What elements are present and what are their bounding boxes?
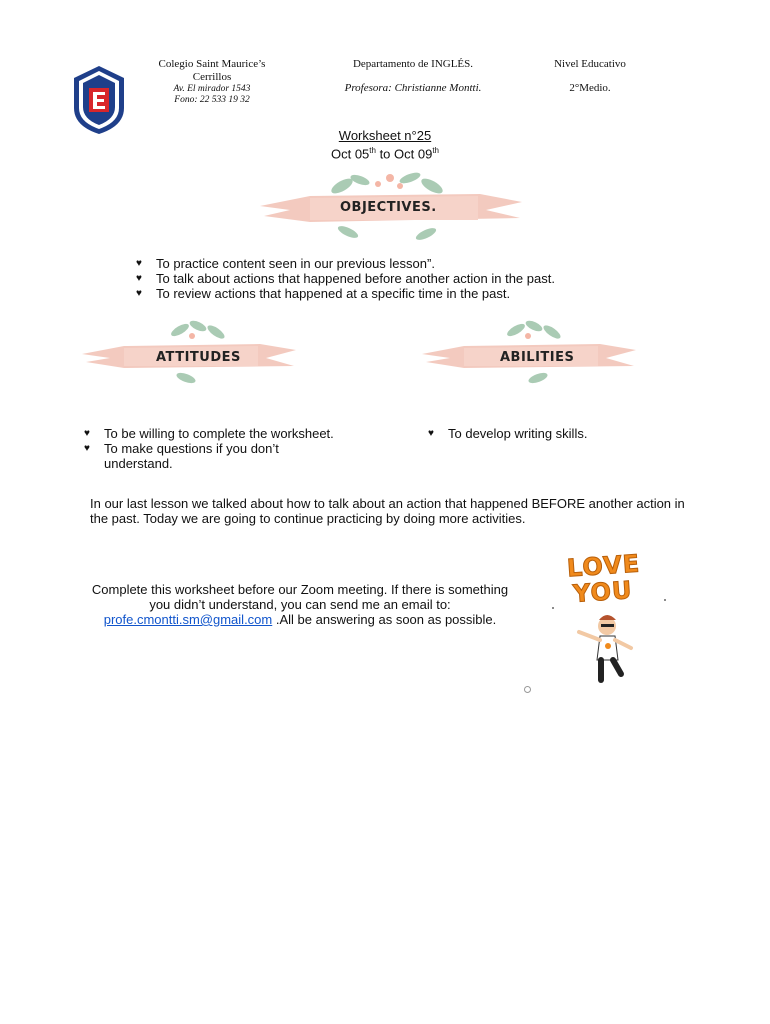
attitudes-list: [84, 426, 384, 471]
heart-bullet-icon: ♥: [136, 258, 142, 269]
level-value: 2°Medio.: [569, 82, 611, 94]
note-text-end: .All be answering as soon as possible.: [272, 612, 497, 627]
attitudes-banner: [80, 318, 300, 392]
school-phone: Fono: 22 533 19 32: [174, 95, 250, 105]
list-item: ♥ To make questions if you don’t understand.: [84, 441, 279, 471]
sticker-line-1: LOVE: [566, 549, 642, 583]
objectives-label: OBJECTIVES.: [340, 200, 437, 215]
objectives-list: [136, 256, 656, 301]
school-name: Colegio Saint Maurice’s: [158, 58, 266, 70]
list-item: ♥ To be willing to complete the worksheet.: [84, 426, 334, 441]
list-item: ♥ To review actions that happened at a specific time in the past.: [136, 286, 511, 301]
email-link[interactable]: profe.cmontti.sm@gmail.com: [103, 612, 273, 627]
date-to: to Oct 09: [375, 146, 433, 162]
list-item: ♥ To talk about actions that happened before another action in the past.: [136, 271, 555, 286]
worksheet-title: Worksheet n°25: [338, 128, 432, 143]
list-item: ♥ To develop writing skills.: [428, 426, 588, 441]
heart-bullet-icon: ♥: [84, 428, 90, 439]
school-city: Cerrillos: [192, 71, 232, 83]
heart-bullet-icon: ♥: [84, 443, 90, 454]
lesson-paragraph: In our last lesson we talked about how to talk about an action that happened BEFORE another action in the past. Today we are going to continue practicing by doing more activities.: [90, 496, 685, 526]
note-text: Complete this worksheet before our Zoom meeting. If there is something you didn’t understand, you can send me an email to:: [91, 582, 509, 612]
level-label: Nivel Educativo: [554, 58, 626, 70]
instructions-note: [90, 582, 510, 627]
school-address: Av. El mirador 1543: [173, 84, 251, 94]
heart-bullet-icon: ♥: [428, 428, 434, 439]
abilities-list: [428, 426, 708, 441]
school-logo: [72, 64, 126, 136]
worksheet-dates: [250, 143, 520, 161]
attitudes-label: ATTITUDES: [156, 350, 241, 365]
objectives-banner: [250, 166, 530, 250]
heart-bullet-icon: ♥: [136, 273, 142, 284]
abilities-banner: [420, 318, 640, 392]
list-item: ♥ To practice content seen in our previous lesson”.: [136, 256, 435, 271]
abilities-label: ABILITIES: [500, 350, 575, 365]
teacher-name: Profesora: Christianne Montti.: [344, 82, 482, 94]
small-dot-icon: [524, 686, 531, 693]
date-to-sup: th: [432, 146, 439, 155]
date-from-sup: th: [369, 146, 376, 155]
department: Departamento de INGLÉS.: [352, 58, 474, 70]
date-from: Oct 05: [330, 146, 370, 162]
worksheet-heading: [250, 128, 520, 161]
sticker-line-2: YOU: [572, 575, 634, 609]
heart-bullet-icon: ♥: [136, 288, 142, 299]
love-you-sticker: [545, 548, 675, 694]
school-info: [132, 58, 292, 106]
